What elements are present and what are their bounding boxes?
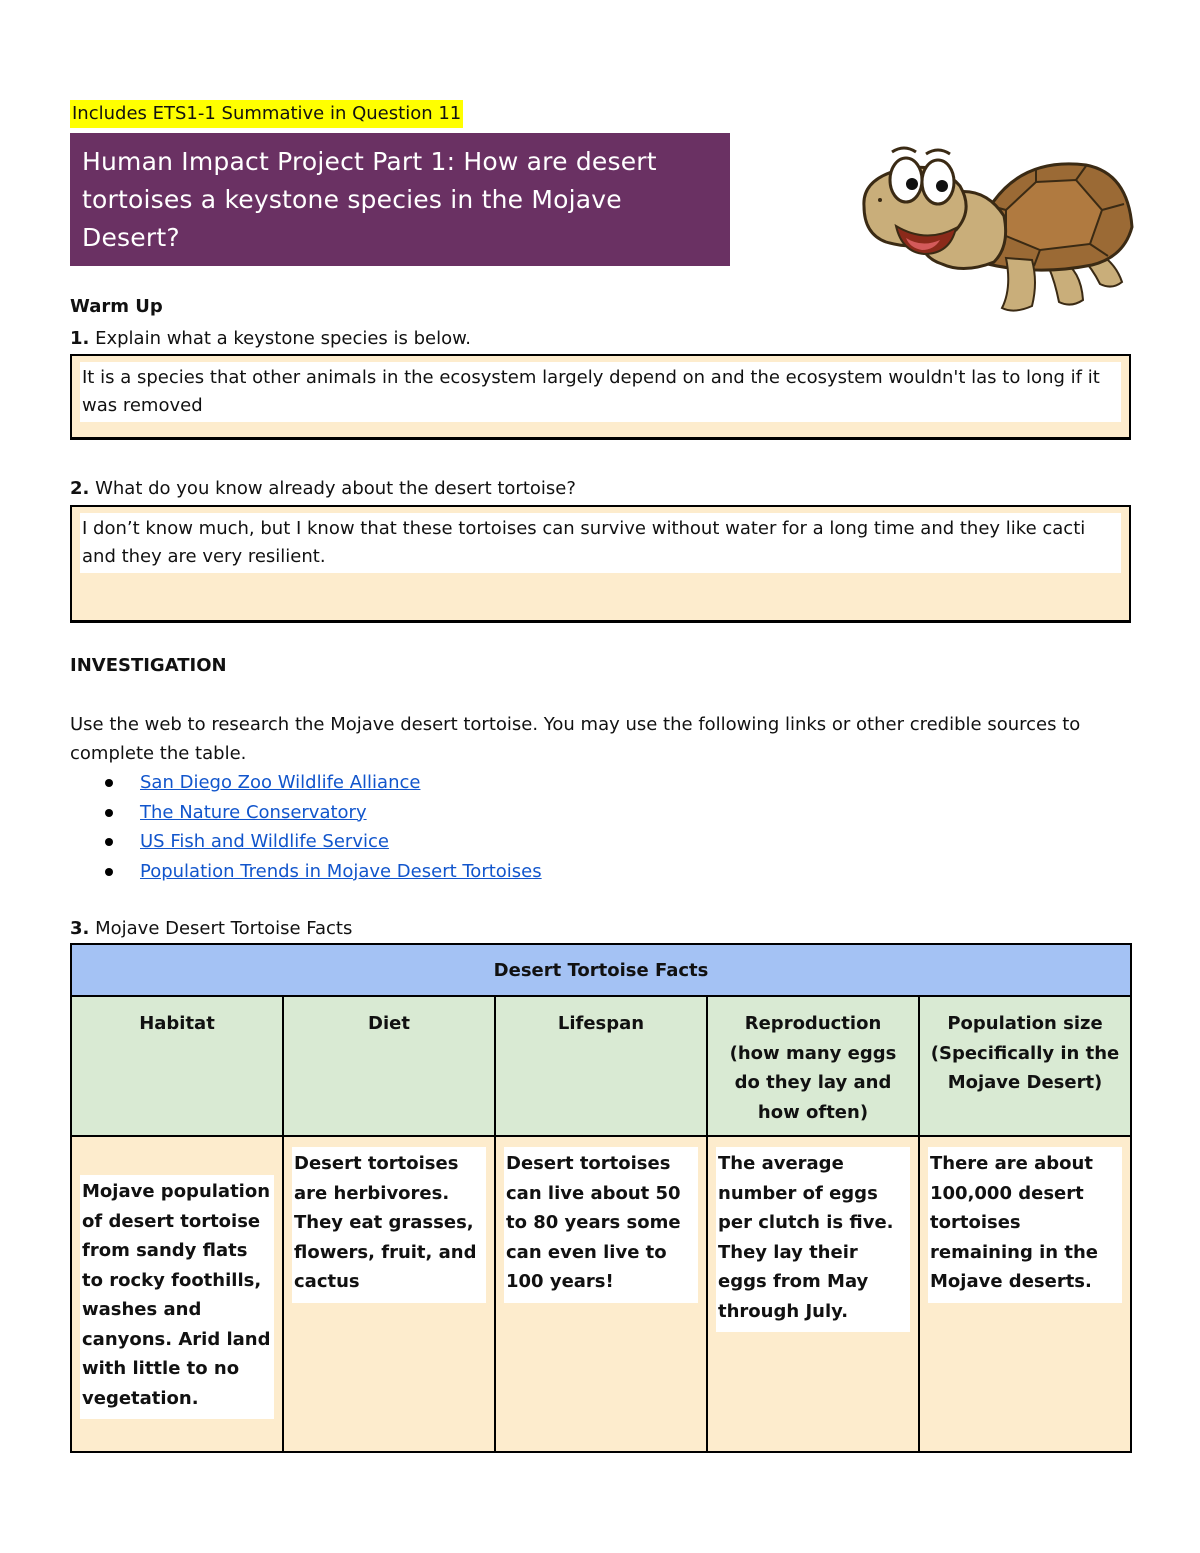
table-title: Desert Tortoise Facts — [71, 944, 1131, 996]
bullet-dot-icon — [105, 838, 113, 846]
question-2-number: 2. — [70, 478, 90, 499]
lifespan-cell[interactable] — [495, 1136, 707, 1452]
bullet-dot-icon — [105, 809, 113, 817]
habitat-answer[interactable]: Mojave population of desert tortoise from sandy flats to rocky foothills, washes and canyons. Arid land with little to no vegetation. — [80, 1175, 274, 1419]
table-row — [71, 1136, 1131, 1452]
reproduction-answer[interactable]: The average number of eggs per clutch is five. They lay their eggs from May through July. — [716, 1147, 910, 1332]
link-nature-conservatory[interactable]: The Nature Conservatory — [140, 801, 367, 823]
link-population-trends[interactable]: Population Trends in Mojave Desert Tortoises — [140, 860, 542, 882]
link-san-diego-zoo[interactable]: San Diego Zoo Wildlife Alliance — [140, 772, 421, 793]
list-item — [100, 768, 542, 798]
answer-box-1[interactable] — [70, 354, 1131, 440]
list-item — [100, 827, 542, 857]
column-header-population: Population size (Specifically in the Mojave Desert) — [919, 996, 1131, 1136]
desert-tortoise-facts-table — [70, 943, 1132, 1453]
list-item — [100, 857, 542, 887]
question-2 — [70, 476, 576, 502]
column-header-lifespan: Lifespan — [495, 996, 707, 1136]
summative-note: Includes ETS1-1 Summative in Question 11 — [70, 100, 463, 128]
answer-1-text[interactable]: It is a species that other animals in the ecosystem largely depend on and the ecosystem wouldn't las to long if it was removed — [80, 362, 1121, 422]
bullet-dot-icon — [105, 868, 113, 876]
question-3-text: Mojave Desert Tortoise Facts — [89, 918, 353, 939]
question-1 — [70, 326, 471, 352]
question-3-number: 3. — [70, 918, 90, 939]
reproduction-cell[interactable] — [707, 1136, 919, 1452]
tortoise-mascot-illustration — [856, 140, 1136, 320]
diet-cell[interactable] — [283, 1136, 495, 1452]
answer-2-text[interactable]: I don’t know much, but I know that these tortoises can survive without water for a long time and they like cacti and they are very resilient. — [80, 513, 1121, 573]
investigation-heading: INVESTIGATION — [70, 655, 227, 676]
question-2-text: What do you know already about the desert tortoise? — [89, 478, 576, 499]
warmup-heading: Warm Up — [70, 296, 163, 317]
answer-box-2[interactable] — [70, 505, 1131, 623]
list-item — [100, 798, 542, 828]
question-1-text: Explain what a keystone species is below. — [89, 328, 471, 349]
question-3 — [70, 916, 352, 942]
habitat-cell[interactable] — [71, 1136, 283, 1452]
page-title: Human Impact Project Part 1: How are desert tortoises a keystone species in the Mojave Desert? — [70, 133, 730, 266]
bullet-dot-icon — [105, 779, 113, 787]
population-cell[interactable] — [919, 1136, 1131, 1452]
lifespan-answer[interactable]: Desert tortoises can live about 50 to 80 years some can even live to 100 years! — [504, 1147, 698, 1303]
resource-links — [100, 768, 542, 886]
question-1-number: 1. — [70, 328, 90, 349]
link-us-fish-wildlife[interactable]: US Fish and Wildlife Service — [140, 831, 389, 852]
investigation-intro: Use the web to research the Mojave desert tortoise. You may use the following links or other credible sources to complete the table. — [70, 714, 1081, 764]
column-header-habitat: Habitat — [71, 996, 283, 1136]
column-header-reproduction: Reproduction (how many eggs do they lay and how often) — [707, 996, 919, 1136]
column-header-diet: Diet — [283, 996, 495, 1136]
population-answer[interactable]: There are about 100,000 desert tortoises remaining in the Mojave deserts. — [928, 1147, 1122, 1303]
diet-answer[interactable]: Desert tortoises are herbivores. They eat grasses, flowers, fruit, and cactus — [292, 1147, 486, 1303]
